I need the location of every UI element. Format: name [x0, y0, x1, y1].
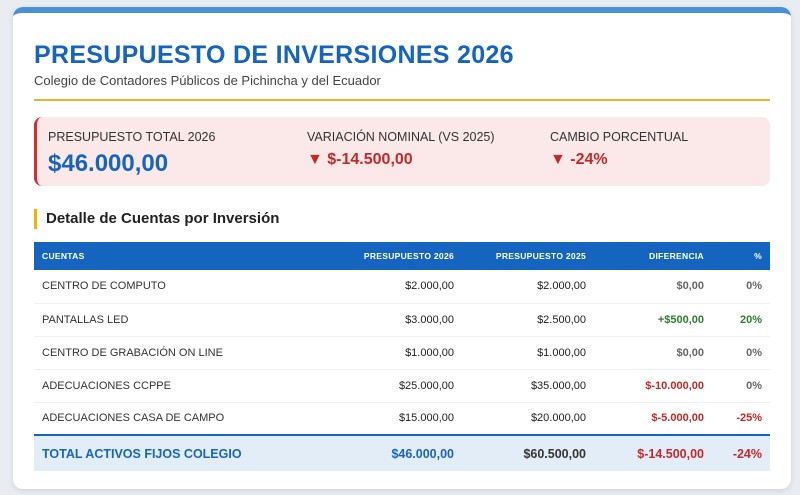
total-label: TOTAL ACTIVOS FIJOS COLEGIO — [34, 435, 334, 471]
summary-total-value: $46.000,00 — [48, 150, 169, 177]
column-header-difference: DIFERENCIA — [594, 242, 712, 270]
section-title: Detalle de Cuentas por Inversión — [34, 209, 279, 229]
account-name: CENTRO DE GRABACIÓN ON LINE — [34, 336, 334, 369]
accounts-table — [34, 242, 770, 471]
difference-cell: $0,00 — [594, 336, 712, 369]
table-row — [34, 402, 770, 435]
budget-2026-cell: $3.000,00 — [334, 303, 462, 336]
percent-cell: 0% — [712, 270, 770, 303]
difference-cell: $-5.000,00 — [594, 402, 712, 435]
header-divider — [34, 99, 770, 101]
percent-cell: -25% — [712, 402, 770, 435]
summary-panel — [34, 117, 770, 186]
budget-2025-cell: $2.000,00 — [462, 270, 594, 303]
budget-2025-cell: $2.500,00 — [462, 303, 594, 336]
budget-2026-cell: $15.000,00 — [334, 402, 462, 435]
total-difference: $-14.500,00 — [594, 435, 712, 471]
column-header-accounts: CUENTAS — [34, 242, 334, 270]
table-row — [34, 369, 770, 402]
budget-2026-cell: $1.000,00 — [334, 336, 462, 369]
account-name: ADECUACIONES CASA DE CAMPO — [34, 402, 334, 435]
budget-2025-cell: $20.000,00 — [462, 402, 594, 435]
budget-2025-cell: $35.000,00 — [462, 369, 594, 402]
percent-cell: 20% — [712, 303, 770, 336]
table-total-row — [34, 435, 770, 471]
total-budget-2026: $46.000,00 — [334, 435, 462, 471]
budget-2026-cell: $25.000,00 — [334, 369, 462, 402]
budget-2025-cell: $1.000,00 — [462, 336, 594, 369]
column-header-percent: % — [712, 242, 770, 270]
budget-card — [13, 7, 791, 489]
summary-change-value: ▼ -24% — [550, 151, 608, 168]
total-budget-2025: $60.500,00 — [462, 435, 594, 471]
table-row — [34, 303, 770, 336]
budget-2026-cell: $2.000,00 — [334, 270, 462, 303]
summary-total — [48, 130, 215, 178]
summary-change — [550, 130, 688, 169]
summary-variation-label: VARIACIÓN NOMINAL (VS 2025) — [307, 130, 495, 144]
total-percent: -24% — [712, 435, 770, 471]
percent-cell: 0% — [712, 336, 770, 369]
summary-total-label: PRESUPUESTO TOTAL 2026 — [48, 130, 216, 144]
table-row — [34, 336, 770, 369]
table-header-row — [34, 242, 770, 270]
page-title: PRESUPUESTO DE INVERSIONES 2026 — [34, 41, 514, 69]
table-row — [34, 270, 770, 303]
account-name: ADECUACIONES CCPPE — [34, 369, 334, 402]
summary-change-label: CAMBIO PORCENTUAL — [550, 130, 689, 144]
page-subtitle: Colegio de Contadores Públicos de Pichincha y del Ecuador — [34, 73, 381, 88]
summary-variation-value: ▼ $-14.500,00 — [307, 151, 413, 168]
difference-cell: $-10.000,00 — [594, 369, 712, 402]
column-header-budget-2026: PRESUPUESTO 2026 — [334, 242, 462, 270]
difference-cell: +$500,00 — [594, 303, 712, 336]
summary-variation — [307, 130, 495, 169]
difference-cell: $0,00 — [594, 270, 712, 303]
percent-cell: 0% — [712, 369, 770, 402]
column-header-budget-2025: PRESUPUESTO 2025 — [462, 242, 594, 270]
account-name: PANTALLAS LED — [34, 303, 334, 336]
account-name: CENTRO DE COMPUTO — [34, 270, 334, 303]
